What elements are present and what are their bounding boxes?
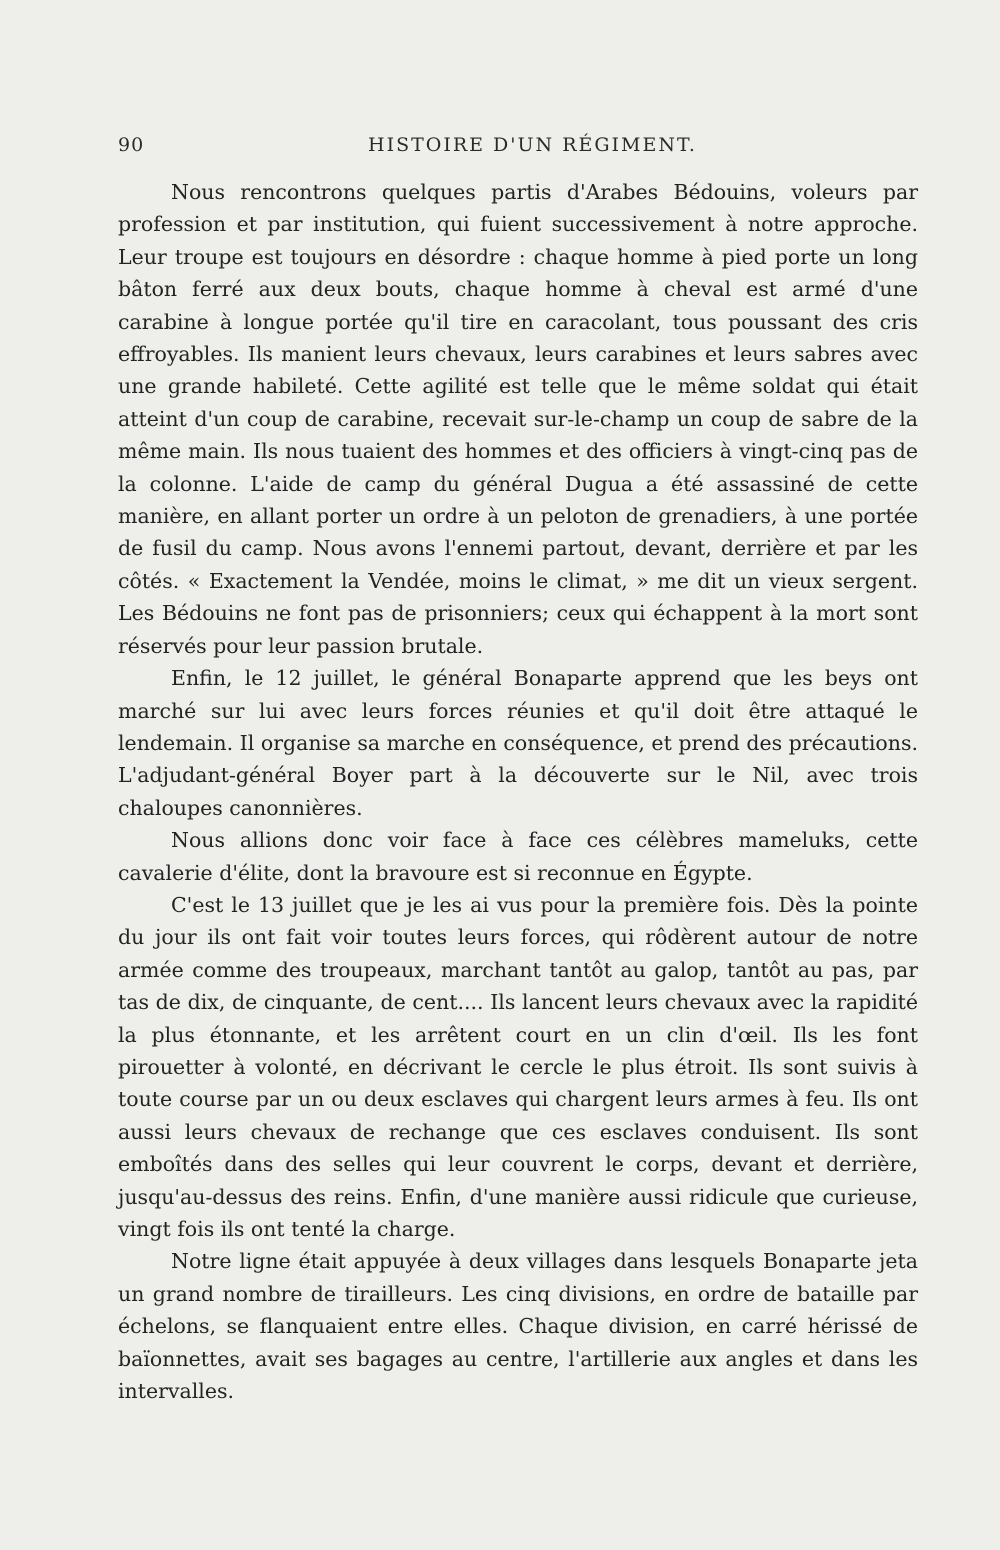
paragraph: Enfin, le 12 juillet, le général Bonaparte apprend que les beys ont marché sur lui avec leurs forces réunies et qu'il doit être attaqué le lendemain. Il organise sa marche en conséquence, et prend des précautions. L'adjudant-général Boyer part à la découverte sur le Nil, avec trois chaloupes canonnières. bbox=[118, 666, 918, 820]
page-header bbox=[118, 134, 918, 164]
body-text bbox=[118, 176, 918, 1407]
paragraph: Nous allions donc voir face à face ces célèbres mameluks, cette cavalerie d'élite, dont la bravoure est si reconnue en Égypte. bbox=[118, 828, 918, 885]
page-number: 90 bbox=[118, 134, 145, 156]
paragraph: Notre ligne était appuyée à deux villages dans lesquels Bonaparte jeta un grand nombre de tirailleurs. Les cinq divisions, en ordre de bataille par échelons, se flanquaient entre elles. Chaque division, en carré hérissé de baïonnettes, avait ses bagages au centre, l'artillerie aux angles et dans les intervalles. bbox=[118, 1249, 918, 1404]
paragraph: Nous rencontrons quelques partis d'Arabes Bédouins, voleurs par profession et par institution, qui fuient successivement à notre approche. Leur troupe est toujours en désordre : chaque homme à pied porte un long bâton ferré aux deux bouts, chaque homme à cheval est armé d'une carabine à longue portée qu'il tire en caracolant, tous poussant des cris effroyables. Ils manient leurs chevaux, leurs carabines et leurs sabres avec une grande habileté. Cette agilité est telle que le même soldat qui était atteint d'un coup de carabine, recevait sur-le-champ un coup de sabre de la même main. Ils nous tuaient des hommes et des officiers à vingt-cinq pas de la colonne. L'aide de camp du général Dugua a été assassiné de cette manière, en allant porter un ordre à un peloton de grenadiers, à une portée de fusil du camp. Nous avons l'ennemi partout, devant, derrière et par les côtés. « Exactement la Vendée, moins le climat, » me dit un vieux sergent. Les Bédouins ne font pas de prisonniers; ceux qui échappent à la mort sont réservés pour leur passion brutale. bbox=[118, 180, 918, 658]
running-title: HISTOIRE D'UN RÉGIMENT. bbox=[368, 134, 697, 156]
paragraph: C'est le 13 juillet que je les ai vus pour la première fois. Dès la pointe du jour ils ont fait voir toutes leurs forces, qui rôdèrent autour de notre armée comme des troupeaux, marchant tantôt au galop, tantôt au pas, par tas de dix, de cinquante, de cent.... Ils lancent leurs chevaux avec la rapidité la plus étonnante, et les arrêtent court en un clin d'œil. Ils les font pirouetter à volonté, en décrivant le cercle le plus étroit. Ils sont suivis à toute course par un ou deux esclaves qui chargent leurs armes à feu. Ils ont aussi leurs chevaux de rechange que ces esclaves conduisent. Ils sont emboîtés dans des selles qui leur couvrent le corps, devant et derrière, jusqu'au-dessus des reins. Enfin, d'une manière aussi ridicule que curieuse, vingt fois ils ont tenté la charge. bbox=[118, 892, 918, 1241]
